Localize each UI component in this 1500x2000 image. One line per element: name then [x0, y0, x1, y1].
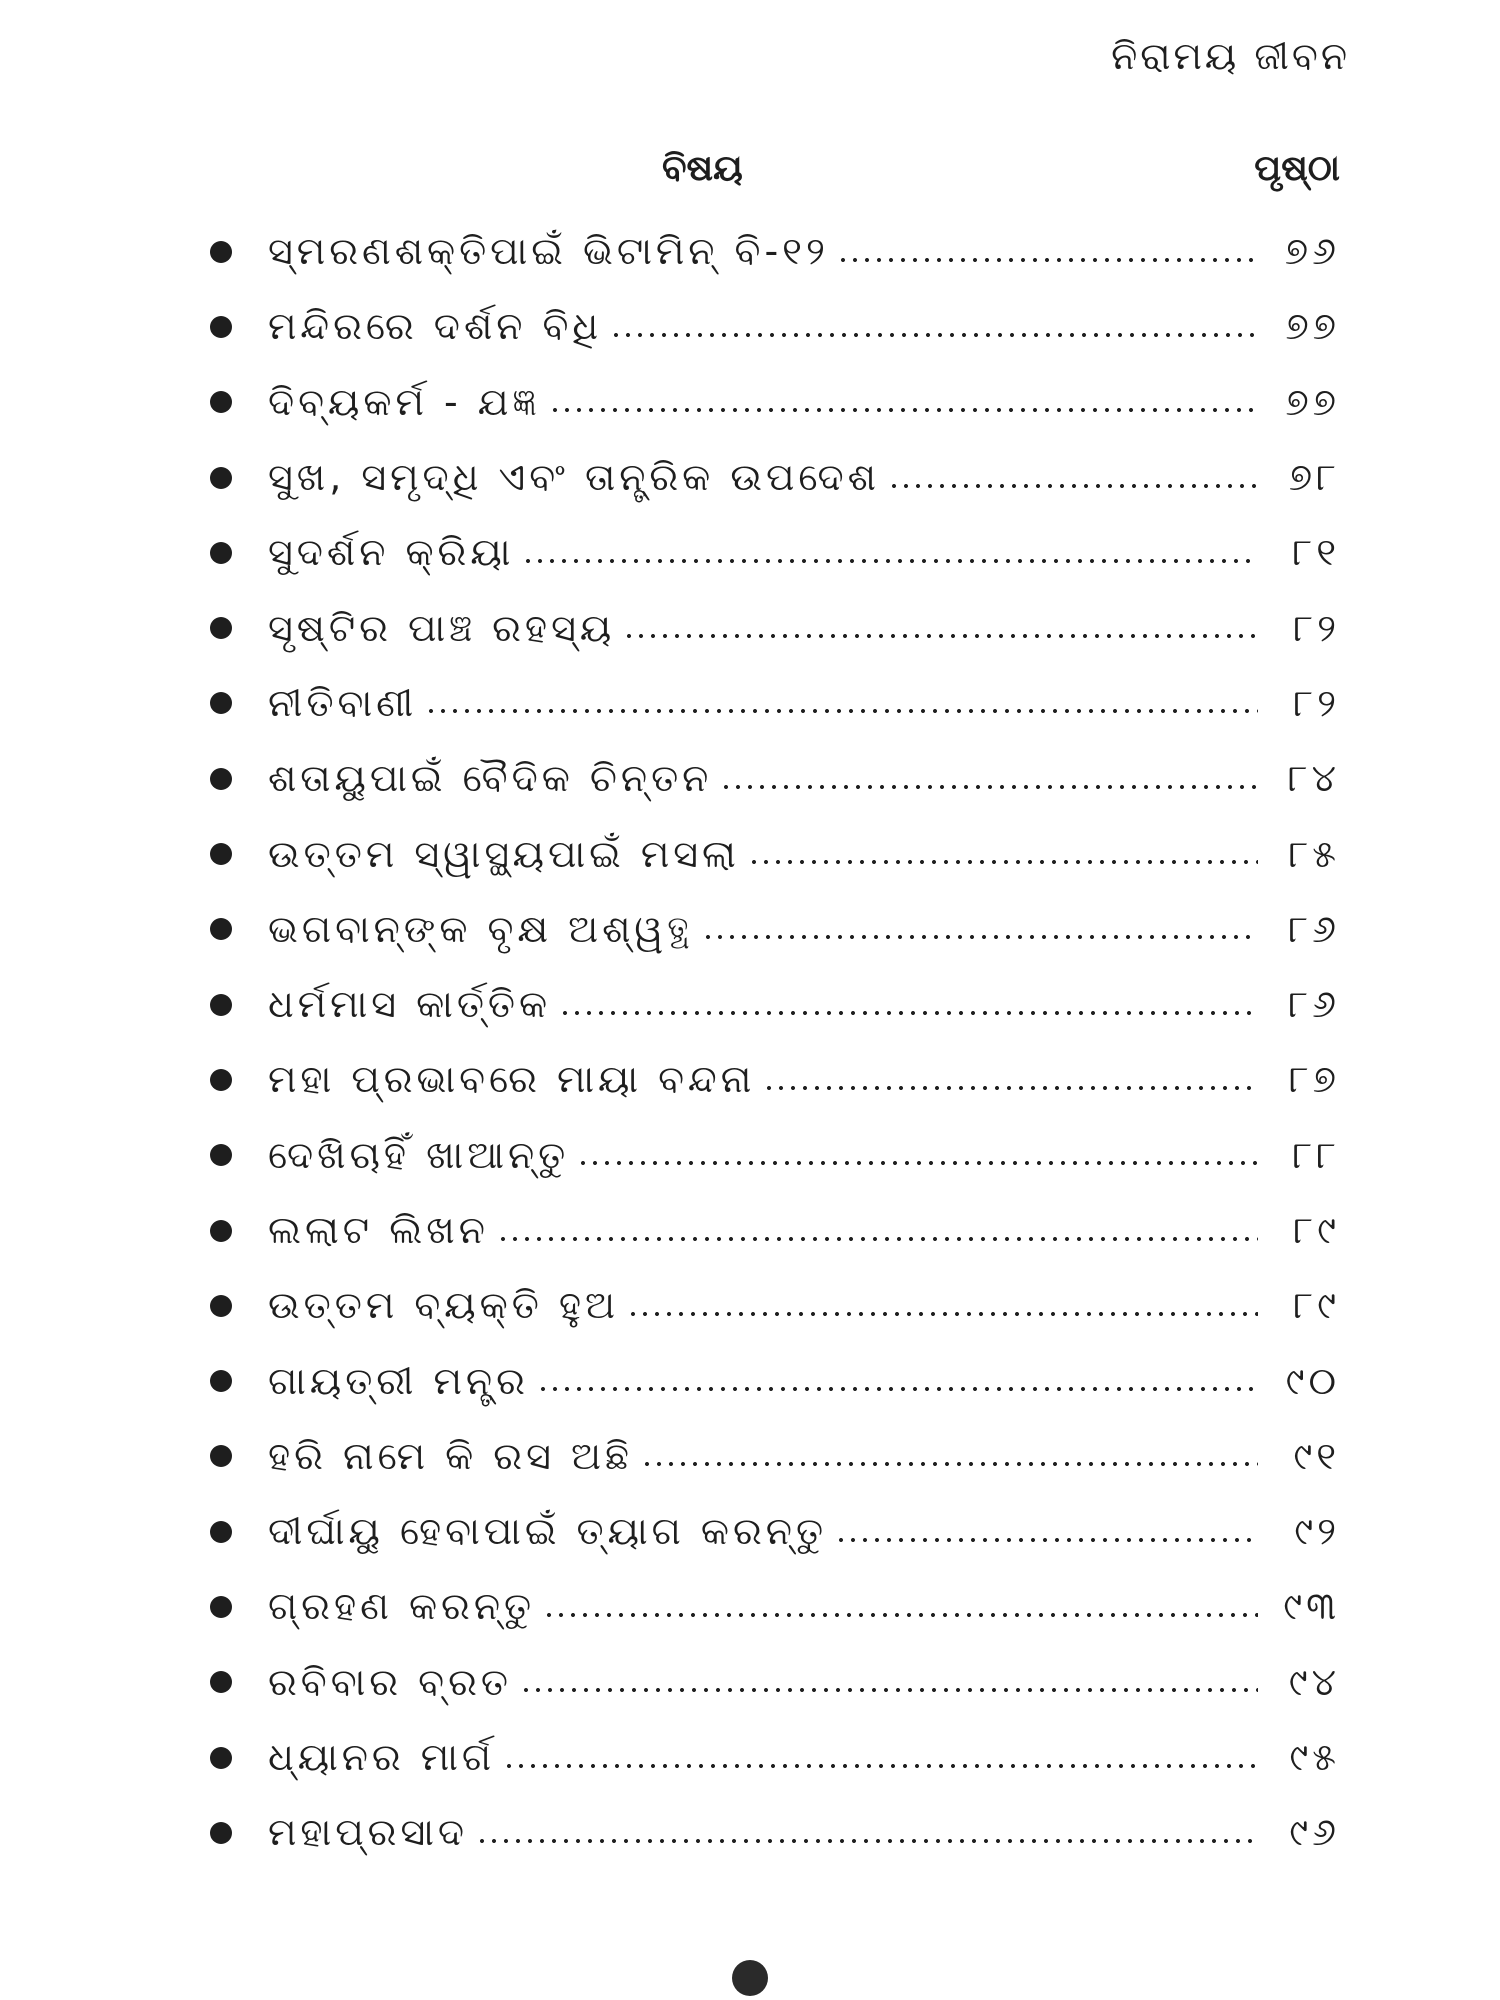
toc-entry-page: ୮୫ — [1288, 831, 1340, 876]
dot-leader — [425, 707, 1258, 715]
toc-entry-page: ୮୧ — [1292, 530, 1340, 575]
bullet-icon — [210, 692, 232, 714]
toc-entry-title: ମହା ପ୍ରଭାବରେ ମାୟା ବନ୍ଦନା — [268, 1057, 756, 1102]
toc-entry-title: ଉତ୍ତମ ସ୍ୱାସ୍ଥ୍ୟପାଇଁ ମସଲା — [268, 831, 740, 876]
dot-leader — [549, 406, 1258, 414]
toc-entry-title: ସୁଦର୍ଶନ କ୍ରିୟା — [268, 530, 515, 575]
bullet-icon — [210, 1747, 232, 1769]
dot-leader — [537, 1385, 1258, 1393]
column-headings — [0, 148, 1500, 204]
toc-entry-title: ମନ୍ଦିରରେ ଦର୍ଶନ ବିଧି — [268, 304, 603, 349]
toc-entry-page: ୯୩ — [1283, 1584, 1340, 1629]
dot-leader — [702, 933, 1258, 941]
toc-entry-page: ୮୪ — [1287, 756, 1340, 801]
toc-entry-page: ୮୯ — [1293, 1283, 1340, 1328]
toc-entry — [210, 1268, 1340, 1343]
toc-entry — [210, 1343, 1340, 1418]
dot-leader — [543, 1611, 1258, 1619]
bullet-icon — [210, 1144, 232, 1166]
bullet-icon — [210, 1822, 232, 1844]
toc-entry-title: ହରି ନାମେ କି ରସ ଅଛି — [268, 1433, 634, 1478]
dot-leader — [503, 1762, 1258, 1770]
toc-entry-title: ଧର୍ମମାସ କାର୍ତ୍ତିକ — [268, 982, 552, 1027]
toc-entry-page: ୯୫ — [1289, 1735, 1340, 1780]
bullet-icon — [210, 391, 232, 413]
running-header: ନିରାମୟ ଜୀବନ — [1111, 34, 1350, 78]
bullet-icon — [210, 994, 232, 1016]
toc-entry-page: ୭୭ — [1285, 379, 1340, 424]
toc-entry-title: ସୃଷ୍ଟିର ପାଞ୍ଚ ରହସ୍ୟ — [268, 605, 616, 650]
dot-leader — [748, 858, 1258, 866]
table-of-contents — [210, 214, 1340, 1871]
toc-entry — [210, 1042, 1340, 1117]
toc-entry — [210, 365, 1340, 440]
toc-entry — [210, 967, 1340, 1042]
toc-entry-title: ରବିବାର ବ୍ରତ — [268, 1659, 512, 1704]
bullet-icon — [210, 843, 232, 865]
toc-entry — [210, 1720, 1340, 1795]
toc-entry — [210, 816, 1340, 891]
bullet-icon — [210, 1596, 232, 1618]
toc-entry-title: ଉତ୍ତମ ବ୍ୟକ୍ତି ହୁଅ — [268, 1283, 620, 1328]
bullet-icon — [210, 918, 232, 940]
toc-entry — [210, 1569, 1340, 1644]
bullet-icon — [210, 1521, 232, 1543]
bullet-icon — [210, 1671, 232, 1693]
toc-entry — [210, 1645, 1340, 1720]
dot-leader — [763, 1084, 1258, 1092]
toc-entry-title: ଗ୍ରହଣ କରନ୍ତୁ — [268, 1584, 536, 1629]
bullet-icon — [210, 1370, 232, 1392]
bullet-icon — [210, 241, 232, 263]
toc-entry-page: ୭୮ — [1288, 455, 1340, 500]
toc-entry-title: ଗାୟତ୍ରୀ ମନ୍ତ୍ର — [268, 1358, 529, 1403]
bullet-icon — [210, 1295, 232, 1317]
dot-leader — [720, 783, 1258, 791]
dot-leader — [497, 1235, 1258, 1243]
bullet-icon — [210, 768, 232, 790]
toc-entry-page: ୮୭ — [1288, 1057, 1340, 1102]
toc-entry-page: ୯୨ — [1294, 1509, 1340, 1554]
toc-entry — [210, 1494, 1340, 1569]
page-number-mark — [732, 1960, 768, 1996]
bullet-icon — [210, 316, 232, 338]
toc-entry — [210, 1795, 1340, 1870]
toc-entry — [210, 1419, 1340, 1494]
bullet-icon — [210, 467, 232, 489]
dot-leader — [610, 331, 1258, 339]
bullet-icon — [210, 617, 232, 639]
bullet-icon — [210, 1445, 232, 1467]
toc-entry-page: ୮୯ — [1293, 1208, 1340, 1252]
toc-entry-title: ଦେଖିଚାହିଁ ଖାଆନ୍ତୁ — [268, 1132, 570, 1177]
toc-entry-title: ଦିବ୍ୟକର୍ମ - ଯଜ୍ଞ — [268, 379, 541, 424]
toc-entry-page: ୯୦ — [1285, 1358, 1340, 1403]
toc-entry-title: ମହାପ୍ରସାଦ — [268, 1810, 469, 1855]
toc-entry-title: ନୀତିବାଣୀ — [268, 680, 418, 725]
toc-entry-title: ଧ୍ୟାନର ମାର୍ଗ — [268, 1735, 496, 1780]
toc-entry-page: ୯୪ — [1288, 1659, 1340, 1704]
page-column-heading: ପୃଷ୍ଠା — [1254, 148, 1340, 189]
toc-entry-page: ୮୬ — [1288, 982, 1340, 1027]
toc-entry — [210, 741, 1340, 816]
toc-entry-title: ସ୍ମରଣଶକ୍ତିପାଇଁ ଭିଟାମିନ୍ ବି-୧୨ — [268, 229, 829, 274]
toc-entry-title: ଶତାୟୁପାଇଁ ବୈଦିକ ଚିନ୍ତନ — [268, 756, 713, 801]
toc-entry — [210, 1193, 1340, 1268]
toc-entry — [210, 892, 1340, 967]
toc-entry-page: ୭୭ — [1285, 304, 1340, 349]
bullet-icon — [210, 542, 232, 564]
dot-leader — [577, 1159, 1258, 1167]
toc-entry — [210, 214, 1340, 289]
toc-entry-page: ୮୨ — [1293, 605, 1340, 650]
toc-entry — [210, 666, 1340, 741]
toc-entry-title: ଦୀର୍ଘାୟୁ ହେବାପାଇଁ ତ୍ୟାଗ କରନ୍ତୁ — [268, 1509, 828, 1554]
bullet-icon — [210, 1069, 232, 1091]
toc-entry — [210, 515, 1340, 590]
dot-leader — [522, 557, 1258, 565]
toc-entry-page: ୮୨ — [1293, 680, 1340, 725]
toc-entry — [210, 440, 1340, 515]
dot-leader — [888, 482, 1258, 490]
bullet-icon — [210, 1220, 232, 1242]
dot-leader — [837, 256, 1258, 264]
dot-leader — [641, 1460, 1258, 1468]
dot-leader — [559, 1009, 1258, 1017]
dot-leader — [623, 632, 1258, 640]
toc-entry-page: ୮୮ — [1292, 1132, 1340, 1177]
dot-leader — [476, 1837, 1258, 1845]
dot-leader — [627, 1310, 1258, 1318]
toc-entry-page: ୮୬ — [1288, 906, 1340, 951]
dot-leader — [520, 1686, 1258, 1694]
toc-entry-page: ୯୧ — [1293, 1433, 1340, 1478]
toc-entry-title: ସୁଖ, ସମୃଦ୍ଧି ଏବଂ ତାନ୍ତ୍ରିକ ଉପଦେଶ — [268, 455, 880, 500]
toc-entry — [210, 289, 1340, 364]
toc-entry — [210, 1118, 1340, 1193]
toc-entry-page: ୯୬ — [1289, 1810, 1340, 1855]
topic-column-heading: ବିଷୟ — [662, 148, 743, 189]
toc-entry — [210, 590, 1340, 665]
toc-entry-title: ଭଗବାନ୍‌ଙ୍କ ବୃକ୍ଷ ଅଶ୍ୱତ୍ଥ — [268, 906, 694, 951]
toc-entry-page: ୭୬ — [1284, 229, 1340, 274]
toc-entry-title: ଲଲାଟ ଲିଖନ — [268, 1208, 489, 1252]
dot-leader — [835, 1536, 1258, 1544]
